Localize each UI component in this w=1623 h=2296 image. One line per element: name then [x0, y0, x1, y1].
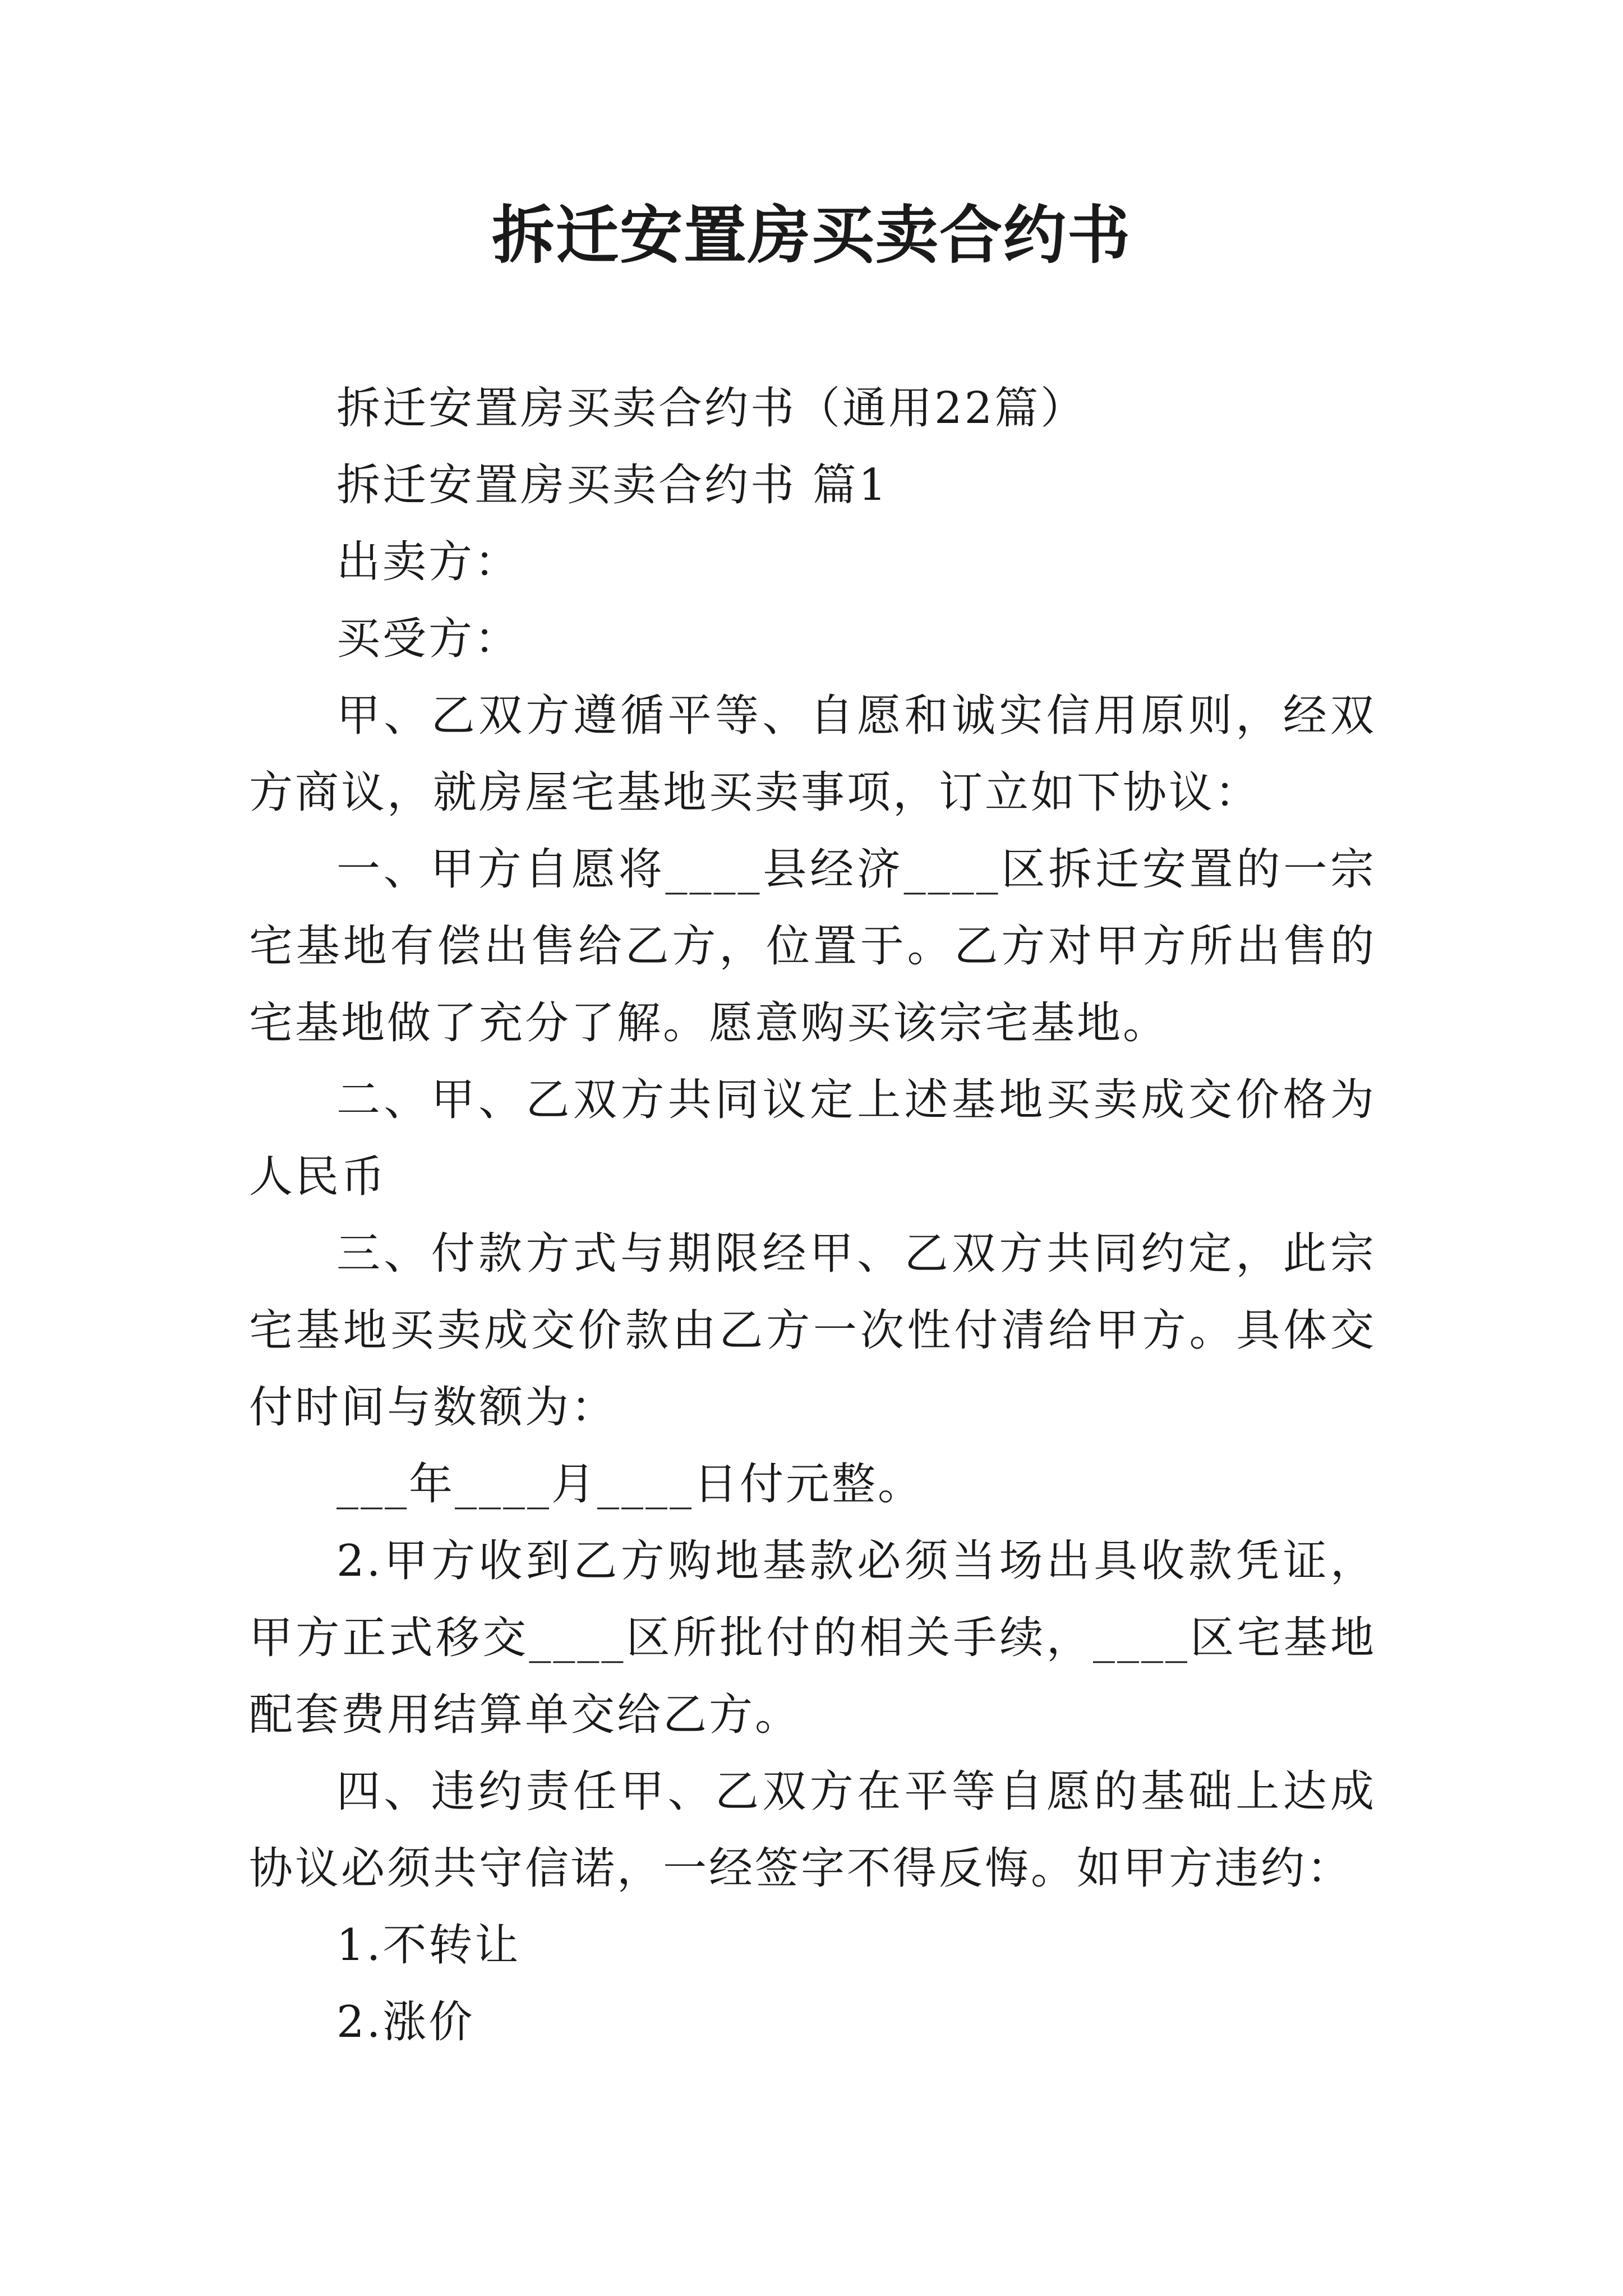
paragraph-preamble: 甲、乙双方遵循平等、自愿和诚实信用原则，经双方商议，就房屋宅基地买卖事项，订立如下协议： [249, 691, 1376, 818]
paragraph-seller: 出卖方： [336, 537, 521, 587]
paragraph-item-2: 2.涨价 [336, 1997, 475, 2047]
paragraph-clause-2: 二、甲、乙双方共同议定上述基地买卖成交价格为人民币 [249, 1075, 1376, 1202]
paragraph-clause-1: 一、甲方自愿将____县经济____区拆迁安置的一宗宅基地有偿出售给乙方，位置于。乙方对甲方所出售的宅基地做了充分了解。愿意购买该宗宅基地。 [249, 844, 1376, 1048]
paragraph-section-heading: 拆迁安置房买卖合约书 篇1 [336, 460, 889, 510]
paragraph-payment-date: ___年____月____日付元整。 [336, 1459, 924, 1510]
document-body [249, 370, 1376, 2061]
paragraph-receipt: 2.甲方收到乙方购地基款必须当场出具收款凭证，甲方正式移交____区所批付的相关手续，____区宅基地配套费用结算单交给乙方。 [249, 1536, 1376, 1740]
paragraph-buyer: 买受方： [336, 614, 521, 664]
paragraph-item-1: 1.不转让 [336, 1920, 521, 1971]
paragraph-clause-4: 四、违约责任甲、乙双方在平等自愿的基础上达成协议必须共守信诺，一经签字不得反悔。如甲方违约： [249, 1766, 1376, 1894]
paragraph-subtitle: 拆迁安置房买卖合约书（通用22篇） [336, 383, 1087, 434]
paragraph-clause-3: 三、付款方式与期限经甲、乙双方共同约定，此宗宅基地买卖成交价款由乙方一次性付清给甲方。具体交付时间与数额为： [249, 1228, 1376, 1433]
document-title: 拆迁安置房买卖合约书 [492, 199, 1131, 272]
